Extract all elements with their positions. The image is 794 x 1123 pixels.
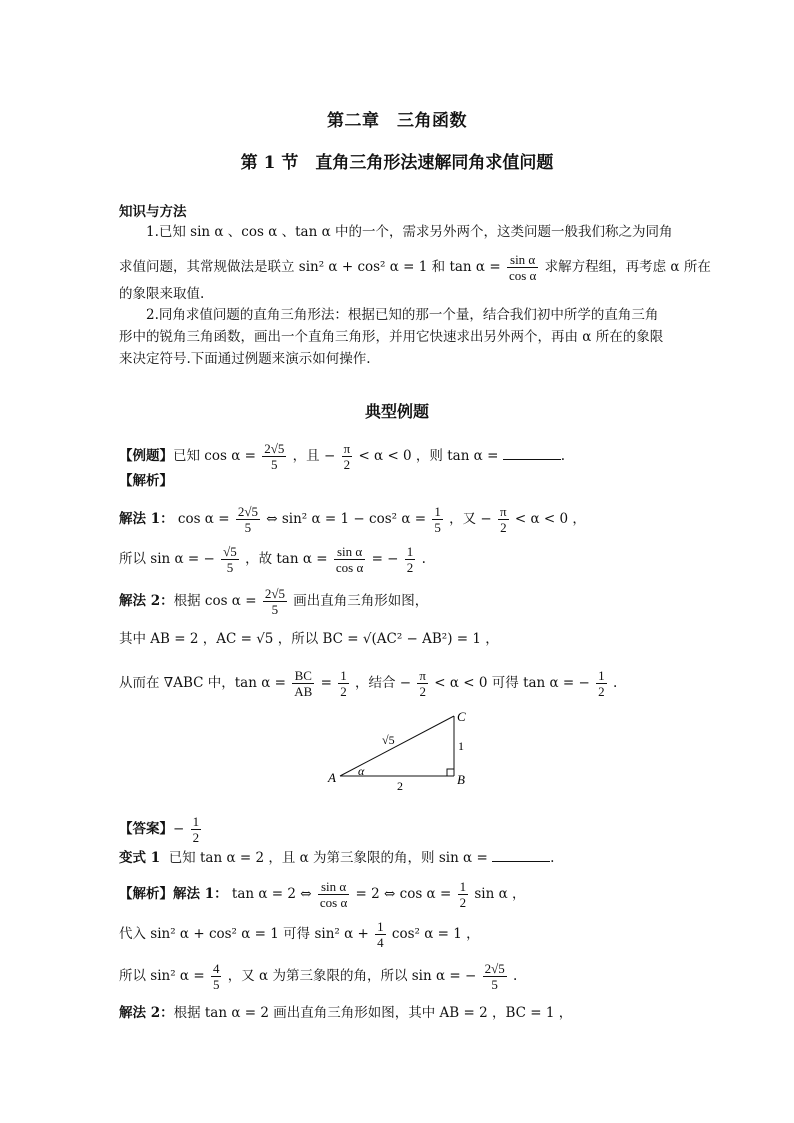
method2-label: 解法 2： bbox=[119, 1005, 174, 1021]
text: < α < 0 ，则 tan α = bbox=[358, 448, 499, 464]
text: 已知 cos α = bbox=[173, 448, 256, 464]
example-line: 【例题】已知 cos α = $\frac{2√5}{5}$ ，且 − $\frac{\pi}{2}$ < α < 0 ，则 tan α = . bbox=[119, 441, 565, 472]
knowledge-heading: 知识与方法 bbox=[119, 204, 187, 220]
vertex-c: C bbox=[457, 709, 466, 724]
text: 求值问题，其常规做法是联立 sin² α + cos² α = 1 和 tan α = bbox=[119, 259, 501, 275]
label-hyp: √5 bbox=[382, 733, 395, 747]
method2-line1: 解法 2：根据 cos α = $\frac{2√5}{5}$ 画出直角三角形如图， bbox=[119, 586, 429, 617]
vertex-b: B bbox=[457, 772, 465, 787]
label-ab: 2 bbox=[397, 779, 403, 793]
label-bc: 1 bbox=[458, 739, 464, 753]
method1-line1: 解法 1： cos α = $\frac{2√5}{5}$ ⇔ sin² α = 1 − cos² α = $\frac{1}{5}$ ，又 − $\frac{\pi}{2}$ < α < 0 ， bbox=[119, 504, 586, 535]
knowledge-p1-line1: 1.已知 sin α 、cos α 、tan α 中的一个，需求另外两个，这类问题一般我们称之为同角 bbox=[146, 224, 673, 240]
knowledge-p1-line3: 的象限来取值. bbox=[119, 286, 205, 302]
right-angle-marker bbox=[447, 769, 454, 776]
example-label: 【例题】 bbox=[119, 448, 173, 464]
variant1-method2-line: 解法 2：根据 tan α = 2 画出直角三角形如图，其中 AB = 2 ，BC = 1 ， bbox=[119, 1005, 573, 1021]
method2-label: 解法 2： bbox=[119, 593, 174, 609]
variant1-solution-line1: 【解析】解法 1： tan α = 2 ⇔ $\frac{\text{sin α}}{\text{cos α}}$ = 2 ⇔ cos α = $\frac{1}{2}$ sin α ， bbox=[119, 879, 526, 910]
text: 求解方程组，再考虑 α 所在 bbox=[544, 259, 711, 275]
method1-label: 解法 1： bbox=[119, 511, 174, 527]
text: ，且 − bbox=[292, 448, 336, 464]
fraction: $\frac{\text{sin α}}{\text{cos α}}$ bbox=[508, 252, 537, 283]
fraction: $\frac{2√5}{5}$ bbox=[264, 441, 285, 472]
answer-blank bbox=[503, 446, 561, 460]
fraction: $\frac{\pi}{2}$ bbox=[343, 441, 351, 472]
knowledge-p2-line1: 2.同角求值问题的直角三角形法：根据已知的那一个量，结合我们初中所学的直角三角 bbox=[146, 307, 659, 323]
knowledge-p2-line3: 来决定符号.下面通过例题来演示如何操作. bbox=[119, 351, 371, 367]
examples-heading: 典型例题 bbox=[364, 402, 429, 421]
section-title: 第 1 节 直角三角形法速解同角求值问题 bbox=[240, 153, 554, 173]
variant1-solution-line2: 代入 sin² α + cos² α = 1 可得 sin² α + $\frac{1}{4}$ cos² α = 1 ， bbox=[119, 919, 480, 950]
method2-line2: 其中 AB = 2 ，AC = √5 ，所以 BC = √(AC² − AB²) = 1 ， bbox=[119, 631, 499, 647]
angle-alpha: α bbox=[358, 764, 365, 778]
answer-label: 【答案】 bbox=[119, 821, 173, 837]
knowledge-p1-line2 bbox=[119, 252, 711, 283]
variant1-line: 变式 1 已知 tan α = 2 ，且 α 为第三象限的角，则 sin α = . bbox=[119, 850, 555, 866]
variant1-solution-line3: 所以 sin² α = $\frac{4}{5}$ ，又 α 为第三象限的角，所以 sin α = − $\frac{2√5}{5}$ . bbox=[119, 961, 518, 992]
method2-line3: 从而在 ∇ABC 中，tan α = $\frac{BC}{AB}$ = $\frac{1}{2}$ ，结合 − $\frac{\pi}{2}$ < α < 0 可得 tan α = − $\frac{1}{2}$ . bbox=[119, 668, 618, 699]
variant1-label: 变式 1 bbox=[119, 850, 161, 866]
right-triangle-figure bbox=[320, 706, 480, 798]
answer-blank bbox=[492, 848, 550, 862]
knowledge-p2-line2: 形中的锐角三角函数，画出一个直角三角形，并用它快速求出另外两个，再由 α 所在的象限 bbox=[119, 329, 664, 345]
method1-line2: 所以 sin α = − $\frac{√5}{5}$ ，故 tan α = $\frac{\text{sin α}}{\text{cos α}}$ = − $\frac{1}{2}$ . bbox=[119, 544, 426, 575]
vertex-a: A bbox=[328, 770, 336, 785]
answer-line: 【答案】− $\frac{1}{2}$ bbox=[119, 814, 200, 845]
chapter-title: 第二章 三角函数 bbox=[327, 111, 467, 131]
variant1-solution-label: 【解析】解法 1： bbox=[119, 886, 228, 902]
analysis-label: 【解析】 bbox=[119, 473, 173, 489]
